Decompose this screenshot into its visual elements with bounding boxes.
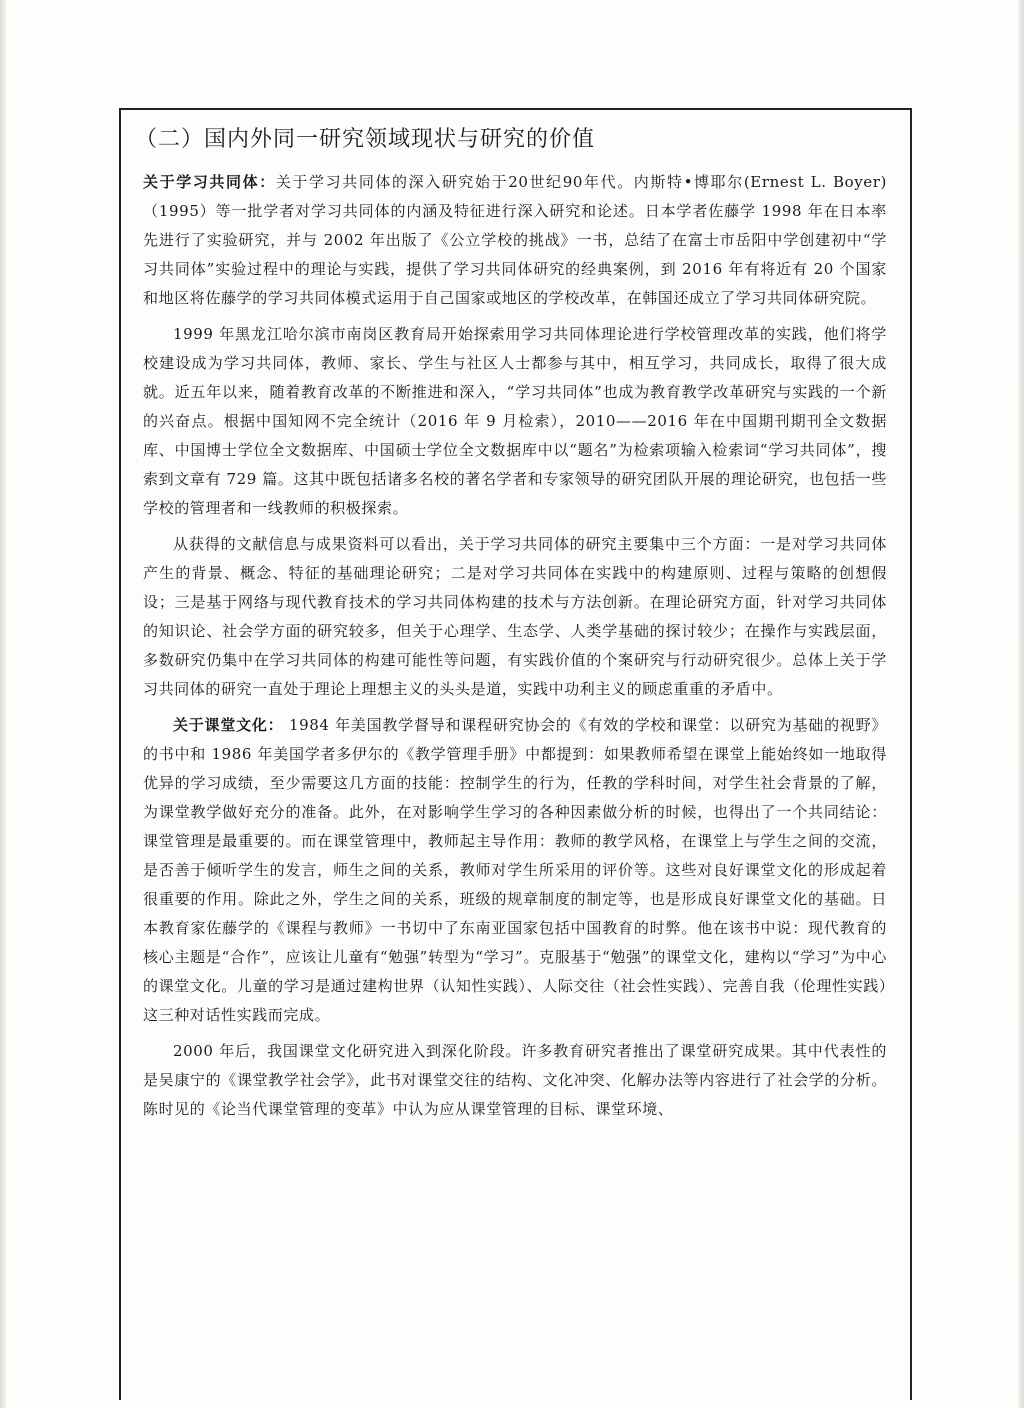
section-content	[135, 120, 887, 1131]
paragraph-text: 关于学习共同体的深入研究始于20世纪90年代。内斯特•博耶尔(Ernest L. Boyer)（1995）等一批学者对学习共同体的内涵及特征进行深入研究和论述。日本学者佐藤学 1998 年在日本率先进行了实验研究，并与 2002 年出版了《公立学校的挑战》一书，总结了在富士市岳阳中学创建初中“学习共同体”实验过程中的理论与实践，提供了学习共同体研究的经典案例，到 2016 年有将近有 20 个国家和地区将佐藤学的学习共同体模式运用于自己国家或地区的学校改革，在韩国还成立了学习共同体研究院。	[143, 173, 887, 307]
form-table-cell	[119, 108, 912, 1400]
paragraph-classroom-culture	[143, 711, 887, 1030]
paragraph-harbin-practice	[143, 320, 887, 523]
paragraph-lead: 关于学习共同体：	[143, 173, 276, 191]
paragraph-learning-community-intro	[143, 168, 887, 313]
paragraph-domestic-research	[143, 1037, 887, 1124]
paragraph-text: 2000 年后，我国课堂文化研究进入到深化阶段。许多教育研究者推出了课堂研究成果。其中代表性的是吴康宁的《课堂教学社会学》，此书对课堂交往的结构、文化冲突、化解办法等内容进行了社会学的分析。陈时见的《论当代课堂管理的变革》中认为应从课堂管理的目标、课堂环境、	[143, 1042, 887, 1118]
section-title: （二）国内外同一研究领域现状与研究的价值	[135, 127, 596, 152]
paragraph-research-summary	[143, 530, 887, 704]
paragraph-text: 1999 年黑龙江哈尔滨市南岗区教育局开始探索用学习共同体理论进行学校管理改革的实践，他们将学校建设成为学习共同体，教师、家长、学生与社区人士都参与其中，相互学习，共同成长，取得了很大成就。近五年以来，随着教育改革的不断推进和深入，“学习共同体”也成为教育教学改革研究与实践的一个新的兴奋点。根据中国知网不完全统计（2016 年 9 月检索），2010——2016 年在中国期刊期刊全文数据库、中国博士学位全文数据库、中国硕士学位全文数据库中以“题名”为检索项输入检索词“学习共同体”，搜索到文章有 729 篇。这其中既包括诸多名校的著名学者和专家领导的研究团队开展的理论研究，也包括一些学校的管理者和一线教师的积极探索。	[143, 325, 887, 517]
scan-shadow-right	[1018, 0, 1024, 1408]
paragraph-lead: 关于课堂文化：	[173, 716, 284, 734]
scan-shadow-left	[0, 0, 6, 1408]
paragraph-text: 1984 年美国教学督导和课程研究协会的《有效的学校和课堂：以研究为基础的视野》的书中和 1986 年美国学者多伊尔的《教学管理手册》中都提到：如果教师希望在课堂上能始终如一地取得优异的学习成绩，至少需要这几方面的技能：控制学生的行为，任教的学科时间，对学生社会背景的了解，为课堂教学做好充分的准备。此外，在对影响学生学习的各种因素做分析的时候，也得出了一个共同结论：课堂管理是最重要的。而在课堂管理中，教师起主导作用：教师的教学风格，在课堂上与学生之间的交流，是否善于倾听学生的发言，师生之间的关系，教师对学生所采用的评价等。这些对良好课堂文化的形成起着很重要的作用。除此之外，学生之间的关系，班级的规章制度的制定等，也是形成良好课堂文化的基础。日本教育家佐藤学的《课程与教师》一书切中了东南亚国家包括中国教育的时弊。他在该书中说：现代教育的核心主题是“合作”，应该让儿童有“勉强”转型为“学习”。克服基于“勉强”的课堂文化，建构以“学习”为中心的课堂文化。儿童的学习是通过建构世界（认知性实践）、人际交往（社会性实践）、完善自我（伦理性实践）这三种对话性实践而完成。	[143, 716, 887, 1024]
paragraph-text: 从获得的文献信息与成果资料可以看出，关于学习共同体的研究主要集中三个方面：一是对学习共同体产生的背景、概念、特征的基础理论研究；二是对学习共同体在实践中的构建原则、过程与策略的创想假设；三是基于网络与现代教育技术的学习共同体构建的技术与方法创新。在理论研究方面，针对学习共同体的知识论、社会学方面的研究较多，但关于心理学、生态学、人类学基础的探讨较少；在操作与实践层面，多数研究仍集中在学习共同体的构建可能性等问题，有实践价值的个案研究与行动研究很少。总体上关于学习共同体的研究一直处于理论上理想主义的头头是道，实践中功利主义的顾虑重重的矛盾中。	[143, 535, 887, 698]
